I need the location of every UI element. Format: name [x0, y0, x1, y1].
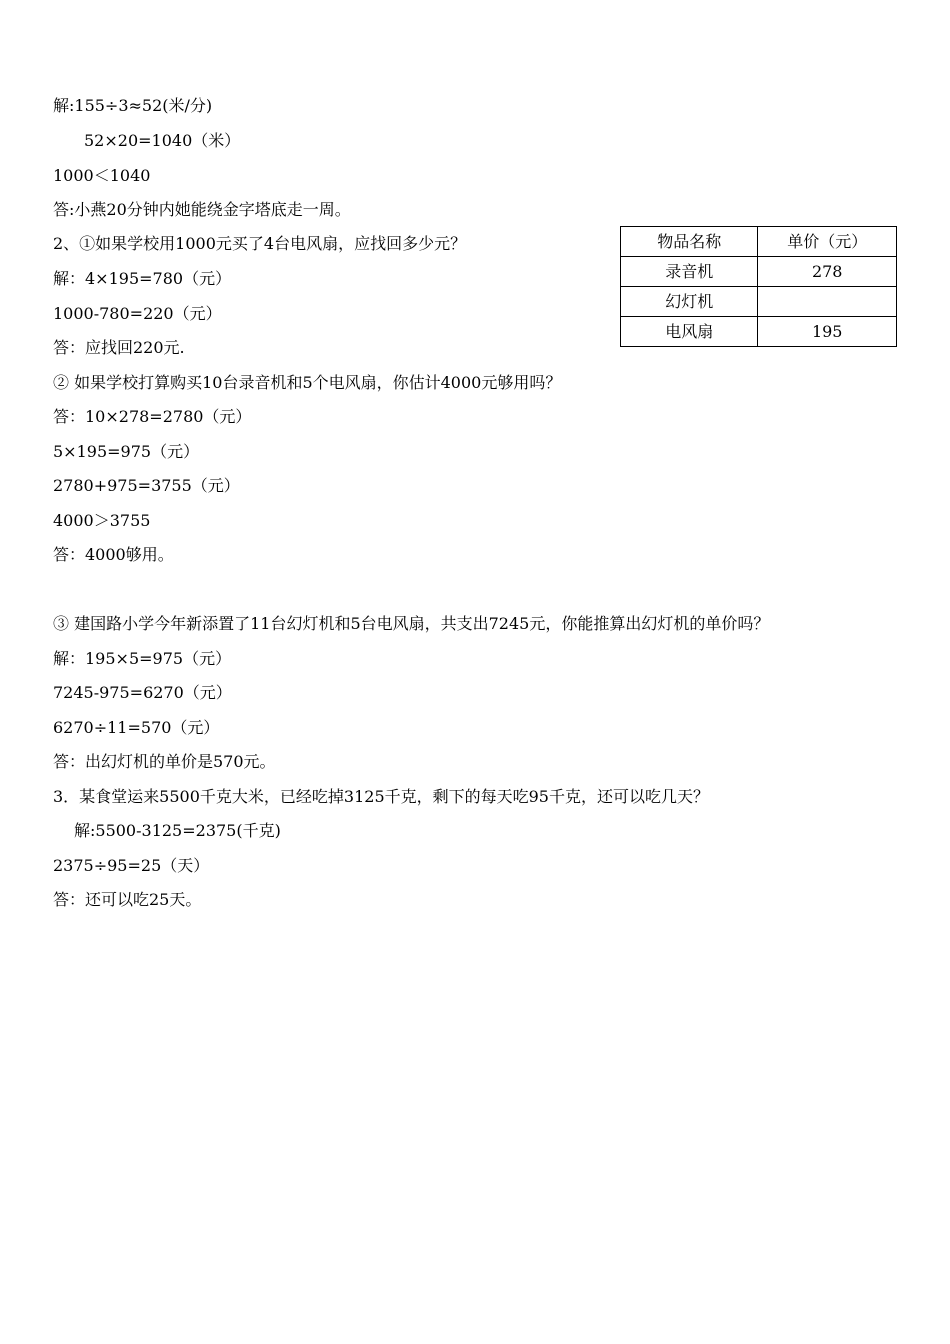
- solution-line: 2780+975=3755（元）: [53, 476, 240, 495]
- table-cell-price: 278: [758, 257, 897, 287]
- table-cell-price: 195: [758, 317, 897, 347]
- solution-line: 解:5500-3125=2375(千克): [74, 821, 281, 840]
- solution-line: 1000＜1040: [53, 166, 151, 185]
- table-header-row: [621, 227, 897, 257]
- solution-line: 2375÷95=25（天）: [53, 856, 210, 875]
- question-line: 2、①如果学校用1000元买了4台电风扇，应找回多少元？: [53, 234, 467, 253]
- answer-line: 答：还可以吃25天。: [53, 890, 202, 909]
- table-cell-item: 录音机: [621, 257, 758, 287]
- solution-line: 解：4×195=780（元）: [53, 269, 232, 288]
- solution-line: 解：195×5=975（元）: [53, 649, 232, 668]
- answer-line: 答：应找回220元.: [53, 338, 185, 357]
- solution-line: 7245-975=6270（元）: [53, 683, 232, 702]
- solution-line: 4000＞3755: [53, 511, 151, 530]
- question-line: ③ 建国路小学今年新添置了11台幻灯机和5台电风扇，共支出7245元，你能推算出幻灯机的单价吗？: [53, 614, 770, 633]
- table-cell-item: 幻灯机: [621, 287, 758, 317]
- answer-line: 答：出幻灯机的单价是570元。: [53, 752, 276, 771]
- question-line: ② 如果学校打算购买10台录音机和5个电风扇，你估计4000元够用吗？: [53, 373, 562, 392]
- solution-line: 答：10×278=2780（元）: [53, 407, 252, 426]
- table-row: [621, 257, 897, 287]
- solution-line: 52×20=1040（米）: [84, 131, 241, 150]
- table-cell-item: 电风扇: [621, 317, 758, 347]
- answer-line: 答:小燕20分钟内她能绕金字塔底走一周。: [53, 200, 351, 219]
- solution-line: 5×195=975（元）: [53, 442, 200, 461]
- table-row: [621, 317, 897, 347]
- table-cell-price: [758, 287, 897, 317]
- price-table: [620, 226, 897, 347]
- answer-line: 答：4000够用。: [53, 545, 174, 564]
- question-line: 3．某食堂运来5500千克大米，已经吃掉3125千克，剩下的每天吃95千克，还可以吃几天？: [53, 787, 709, 806]
- table-row: [621, 287, 897, 317]
- solution-line: 6270÷11=570（元）: [53, 718, 220, 737]
- table-header-cell: 单价（元）: [758, 227, 897, 257]
- solution-line: 解:155÷3≈52(米/分): [53, 96, 213, 115]
- solution-line: 1000-780=220（元）: [53, 304, 222, 323]
- table-header-cell: 物品名称: [621, 227, 758, 257]
